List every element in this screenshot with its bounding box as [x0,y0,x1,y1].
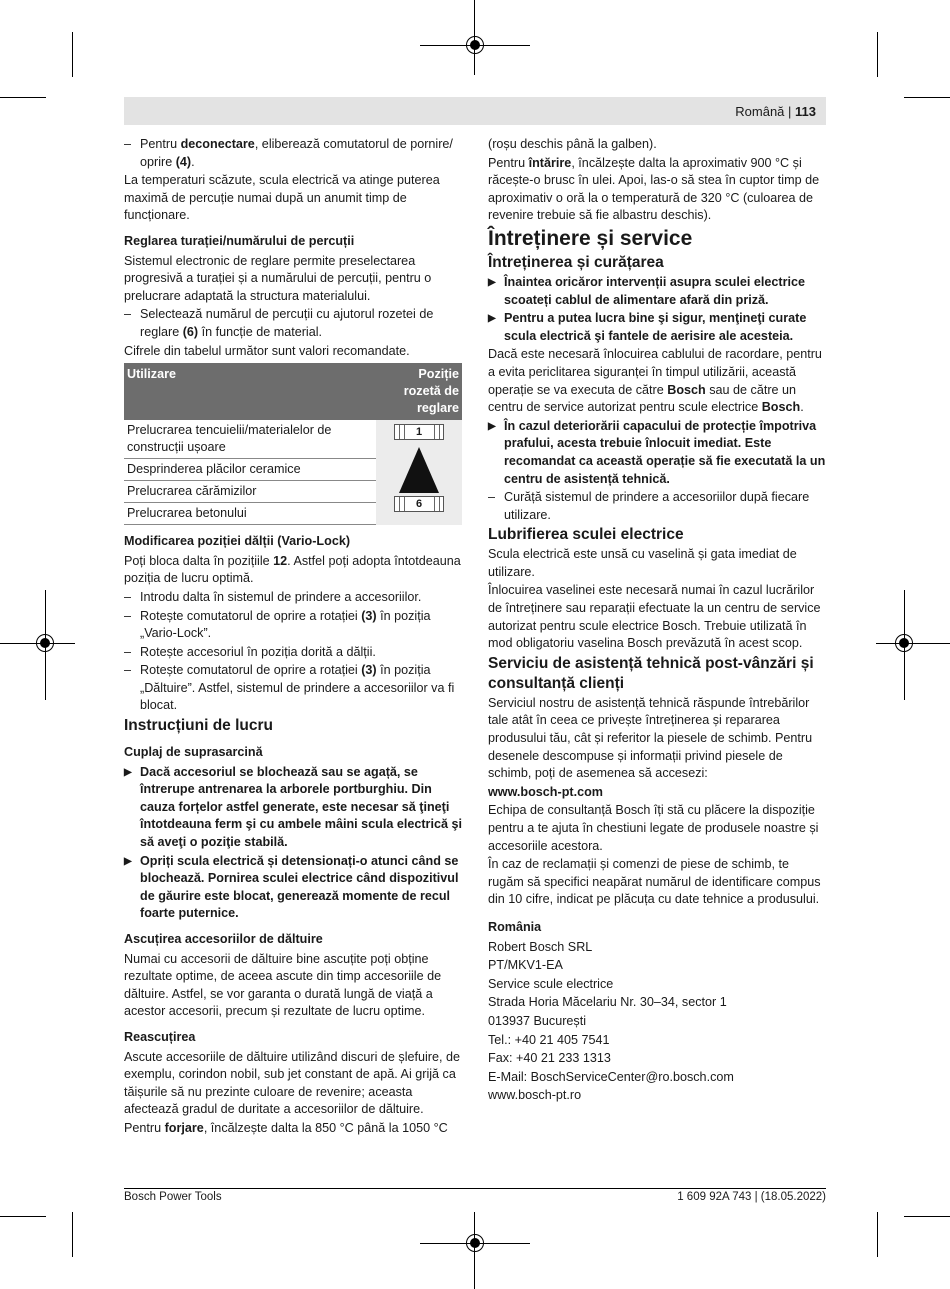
table-cell: Desprinderea plăcilor ceramice [124,459,376,481]
page-header [124,97,826,125]
crop-mark [0,97,46,98]
list-item: – Rotește accesoriul în poziția dorită a dălții. [124,644,462,662]
warning-item: ▶ Opriți scula electrică și detensionați-o atunci când se blochează. Pornirea sculei electrice când dispozitivul de găurire este blocat, generează momente de recul foarte puternice. [124,853,462,923]
address-line: Robert Bosch SRL [488,939,593,954]
section-heading: Cuplaj de suprasarcină [124,745,263,760]
footer-rule [124,1188,826,1189]
list-item: – Introdu dalta în sistemul de prindere a accesoriilor. [124,589,462,607]
paragraph: Pentru întărire, încălzește dalta la aproximativ 900 °C și răcește-o brusc în ulei. Apoi, las-o să stea în cuptor timp de aproximativ o oră la o temperatură de 320 °C (culoarea de revenire trebuie să fie albastru deschis). [488,155,820,223]
table-header: Poziție rozetă de reglare [376,363,462,420]
address-line: PT/MKV1-EA [488,958,563,973]
crop-mark [0,1216,46,1217]
paragraph: Serviciul nostru de asistență tehnică răspunde întrebărilor tale atât în ceea ce privește întreținerea și repararea produsului tău, cât și referitor la piesele de schimb. Pentru desenele descompuse și informații privind piesele de schimb, poți de asemenea să accesezi: [488,695,813,781]
paragraph: Pentru forjare, încălzește dalta la 850 °C până la 1050 °C [124,1120,448,1135]
paragraph: Ascute accesoriile de dăltuire utilizând discuri de șlefuire, de exemplu, corindon nobil, sub jet constant de apă. Ai grijă ca tăișurile să nu prezinte culoare de revenire; aceasta afectează gradul de duritate a accesoriilor de dăltuire. [124,1049,461,1117]
crop-mark [904,97,950,98]
section-heading: Ascuțirea accesoriilor de dăltuire [124,932,323,946]
country-heading: România [488,919,542,934]
right-column [488,136,826,1106]
footer-docid: 1 609 92A 743 | (18.05.2022) [677,1191,826,1203]
crop-mark [877,32,878,77]
table-cell: Prelucrarea tencuielii/materialelor de construcții ușoare [124,420,376,459]
section-title: Lubrifierea sculei electrice [488,526,684,544]
paragraph: Numai cu accesorii de dăltuire bine ascuțite poți obține rezultate optime, de aceea ascute din timp accesoriile de dăltuire. Astfel, se vor garanta o durată lungă de viață a acestor accesorii, precum și rezultate de lucru optime. [124,951,442,1019]
table-cell: Prelucrarea betonului [124,503,376,525]
list-item: – Rotește comutatorul de oprire a rotației (3) în poziția „Dăltuire”. Astfel, sistemul de prindere a accesoriilor va fi blocat. [124,662,462,715]
section-title: Întreținerea și curățarea [488,253,664,271]
dial-graphic [376,420,462,525]
list-item: – Rotește comutatorul de oprire a rotației (3) în poziția „Vario-Lock”. [124,608,462,643]
list-item: – Pentru deconectare, eliberează comutatorul de pornire/ oprire (4). [124,136,462,171]
warning-item: ▶ În cazul deteriorării capacului de protecție împotriva prafului, acesta trebuie înlocuit imediat. Este recomandat ca această operație să fie executată la un centru de asistență tehnică. [488,418,826,488]
warning-item: ▶ Dacă accesoriul se blochează sau se agață, se întrerupe antrenarea la arborele portburghiu. Din cauza forțelor astfel generate, este necesar să ţineţi întotdeauna ferm şi cu ambele mâini scula electrică şi să aveţi o poziţie stabilă. [124,764,462,852]
footer-brand: Bosch Power Tools [124,1191,222,1203]
settings-table [124,363,462,525]
dial-icon: 1 [394,424,444,440]
list-item: – Selectează numărul de percuții cu ajutorul rozetei de reglare (6) în funcție de material. [124,306,462,341]
address-line: Service scule electrice [488,976,614,991]
paragraph: Poți bloca dalta în pozițiile 12. Astfel poți adopta întotdeauna poziția de lucru optimă. [124,553,461,586]
left-column [124,136,462,1139]
header-language: Română [735,104,785,119]
dial-icon: 6 [394,496,444,512]
registration-mark-icon [895,634,913,652]
fax: Fax: +40 21 233 1313 [488,1051,611,1066]
registration-mark-icon [466,1234,484,1252]
crop-mark [72,1212,73,1257]
website-link[interactable]: www.bosch-pt.ro [488,1088,582,1103]
crop-mark [876,643,950,644]
page-number: Română | 113 [735,104,816,119]
header-page: 113 [795,104,816,119]
paragraph: Dacă este necesară înlocuirea cablului de racordare, pentru a evita periclitarea siguranței în timpul utilizării, această operație se va executa de către Bosch sau de către un centru de service autorizat pentru scule electrice Bosch. [488,347,822,415]
section-heading: Modificarea poziției dălții (Vario-Lock) [124,534,351,549]
section-title: Instrucțiuni de lucru [124,717,273,735]
paragraph: Cifrele din tabelul următor sunt valori recomandate. [124,343,410,358]
paragraph: Scula electrică este unsă cu vaselină și gata imediat de utilizare. [488,547,797,579]
table-cell: Prelucrarea cărămizilor [124,481,376,503]
paragraph: Înlocuirea vaselinei este necesară numai în cazul lucrărilor de întreținere sau reparații efectuate la un centru de service autorizat pentru scule electrice Bosch. Trebuie utilizată în mod obligatoriu vaselina Bosch prevăzută în acest scop. [488,583,821,651]
warning-item: ▶ Pentru a putea lucra bine şi sigur, menţineţi curate scula electrică şi fantele de aerisire ale acesteia. [488,310,826,345]
paragraph: Sistemul electronic de reglare permite preselectarea progresivă a turației și a numărului de percuții, pentru o prelucrare adaptată la structura materialului. [124,253,432,303]
paragraph: La temperaturi scăzute, scula electrică va atinge puterea maximă de percuție numai după un anumit timp de funcționare. [124,173,440,223]
increase-arrow-icon [399,447,439,493]
section-heading: Reascuțirea [124,1029,196,1044]
section-heading: Reglarea turației/numărului de percuții [124,233,355,248]
paragraph: Echipa de consultanță Bosch îți stă cu plăcere la dispoziție pentru a te ajuta în chestiuni legate de produsele noastre și accesoriile acestora. [488,803,819,853]
crop-mark [877,1212,878,1257]
chapter-title: Întreținere și service [488,226,693,250]
section-title: Serviciu de asistență tehnică post-vânzări și consultanță clienți [488,654,814,692]
warning-item: ▶ Înaintea oricăror intervenții asupra sculei electrice scoateți cablul de alimentare afară din priză. [488,274,826,309]
email-link[interactable]: E-Mail: BoschServiceCenter@ro.bosch.com [488,1069,734,1084]
crop-mark [72,32,73,77]
address-line: 013937 București [488,1013,587,1028]
table-header: Utilizare [124,363,376,420]
list-item: – Curăță sistemul de prindere a accesoriilor după fiecare utilizare. [488,489,826,524]
crop-mark [904,1216,950,1217]
website-link[interactable]: www.bosch-pt.com [488,784,603,799]
address-line: Strada Horia Măcelariu Nr. 30–34, sector 1 [488,995,727,1010]
phone: Tel.: +40 21 405 7541 [488,1032,610,1047]
registration-mark-icon [36,634,54,652]
registration-mark-icon [466,36,484,54]
paragraph: (roșu deschis până la galben). [488,137,657,151]
paragraph: În caz de reclamații și comenzi de piese de schimb, te rugăm să specifici neapărat numărul de identificare compus din 10 cifre, indicat pe plăcuța cu date tehnice a produsului. [488,857,821,907]
table-row [124,420,462,459]
